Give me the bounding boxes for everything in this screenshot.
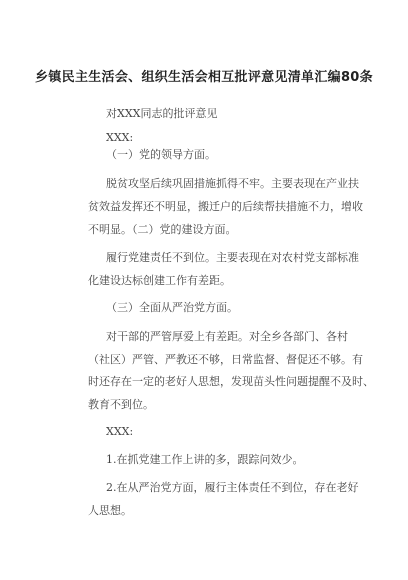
paragraph-line: 2.在从严治党方面，履行主体责任不到位，存在老好 [106,481,359,494]
paragraph-line: 不明显。（二）党的建设方面。 [88,223,237,236]
paragraph-line: XXX: [106,131,134,144]
paragraph-line: 脱贫攻坚后续巩固措施抓得不牢。主要表现在产业扶 [106,177,359,190]
paragraph-line: （一）党的领导方面。 [106,148,216,161]
paragraph-line: XXX: [106,425,134,438]
document-title: 乡镇民主生活会、组织生活会相互批评意见清单汇编80条 [35,70,373,85]
paragraph-line: （社区）严管、严教还不够，日常监督、督促还不够。有 [88,353,363,366]
paragraph-line: 教育不到位。 [88,398,154,411]
paragraph-line: 对XXX同志的批评意见 [106,107,218,120]
paragraph-line: 履行党建责任不到位。主要表现在对农村党支部标准 [106,251,359,264]
paragraph-line: 贫效益发挥还不明显，搬迁户的后续帮扶措施不力，增收 [88,200,363,213]
paragraph-line: 1.在抓党建工作上讲的多，跟踪问效少。 [106,453,304,466]
paragraph-line: 对干部的严管厚爱上有差距。对全乡各部门、各村 [106,330,348,343]
paragraph-line: 时还存在一定的老好人思想，发现苗头性问题提醒不及时、 [88,375,374,388]
paragraph-line: 人思想。 [88,504,132,517]
paragraph-line: 化建设达标创建工作有差距。 [88,274,231,287]
paragraph-line: （三）全面从严治党方面。 [106,301,238,314]
